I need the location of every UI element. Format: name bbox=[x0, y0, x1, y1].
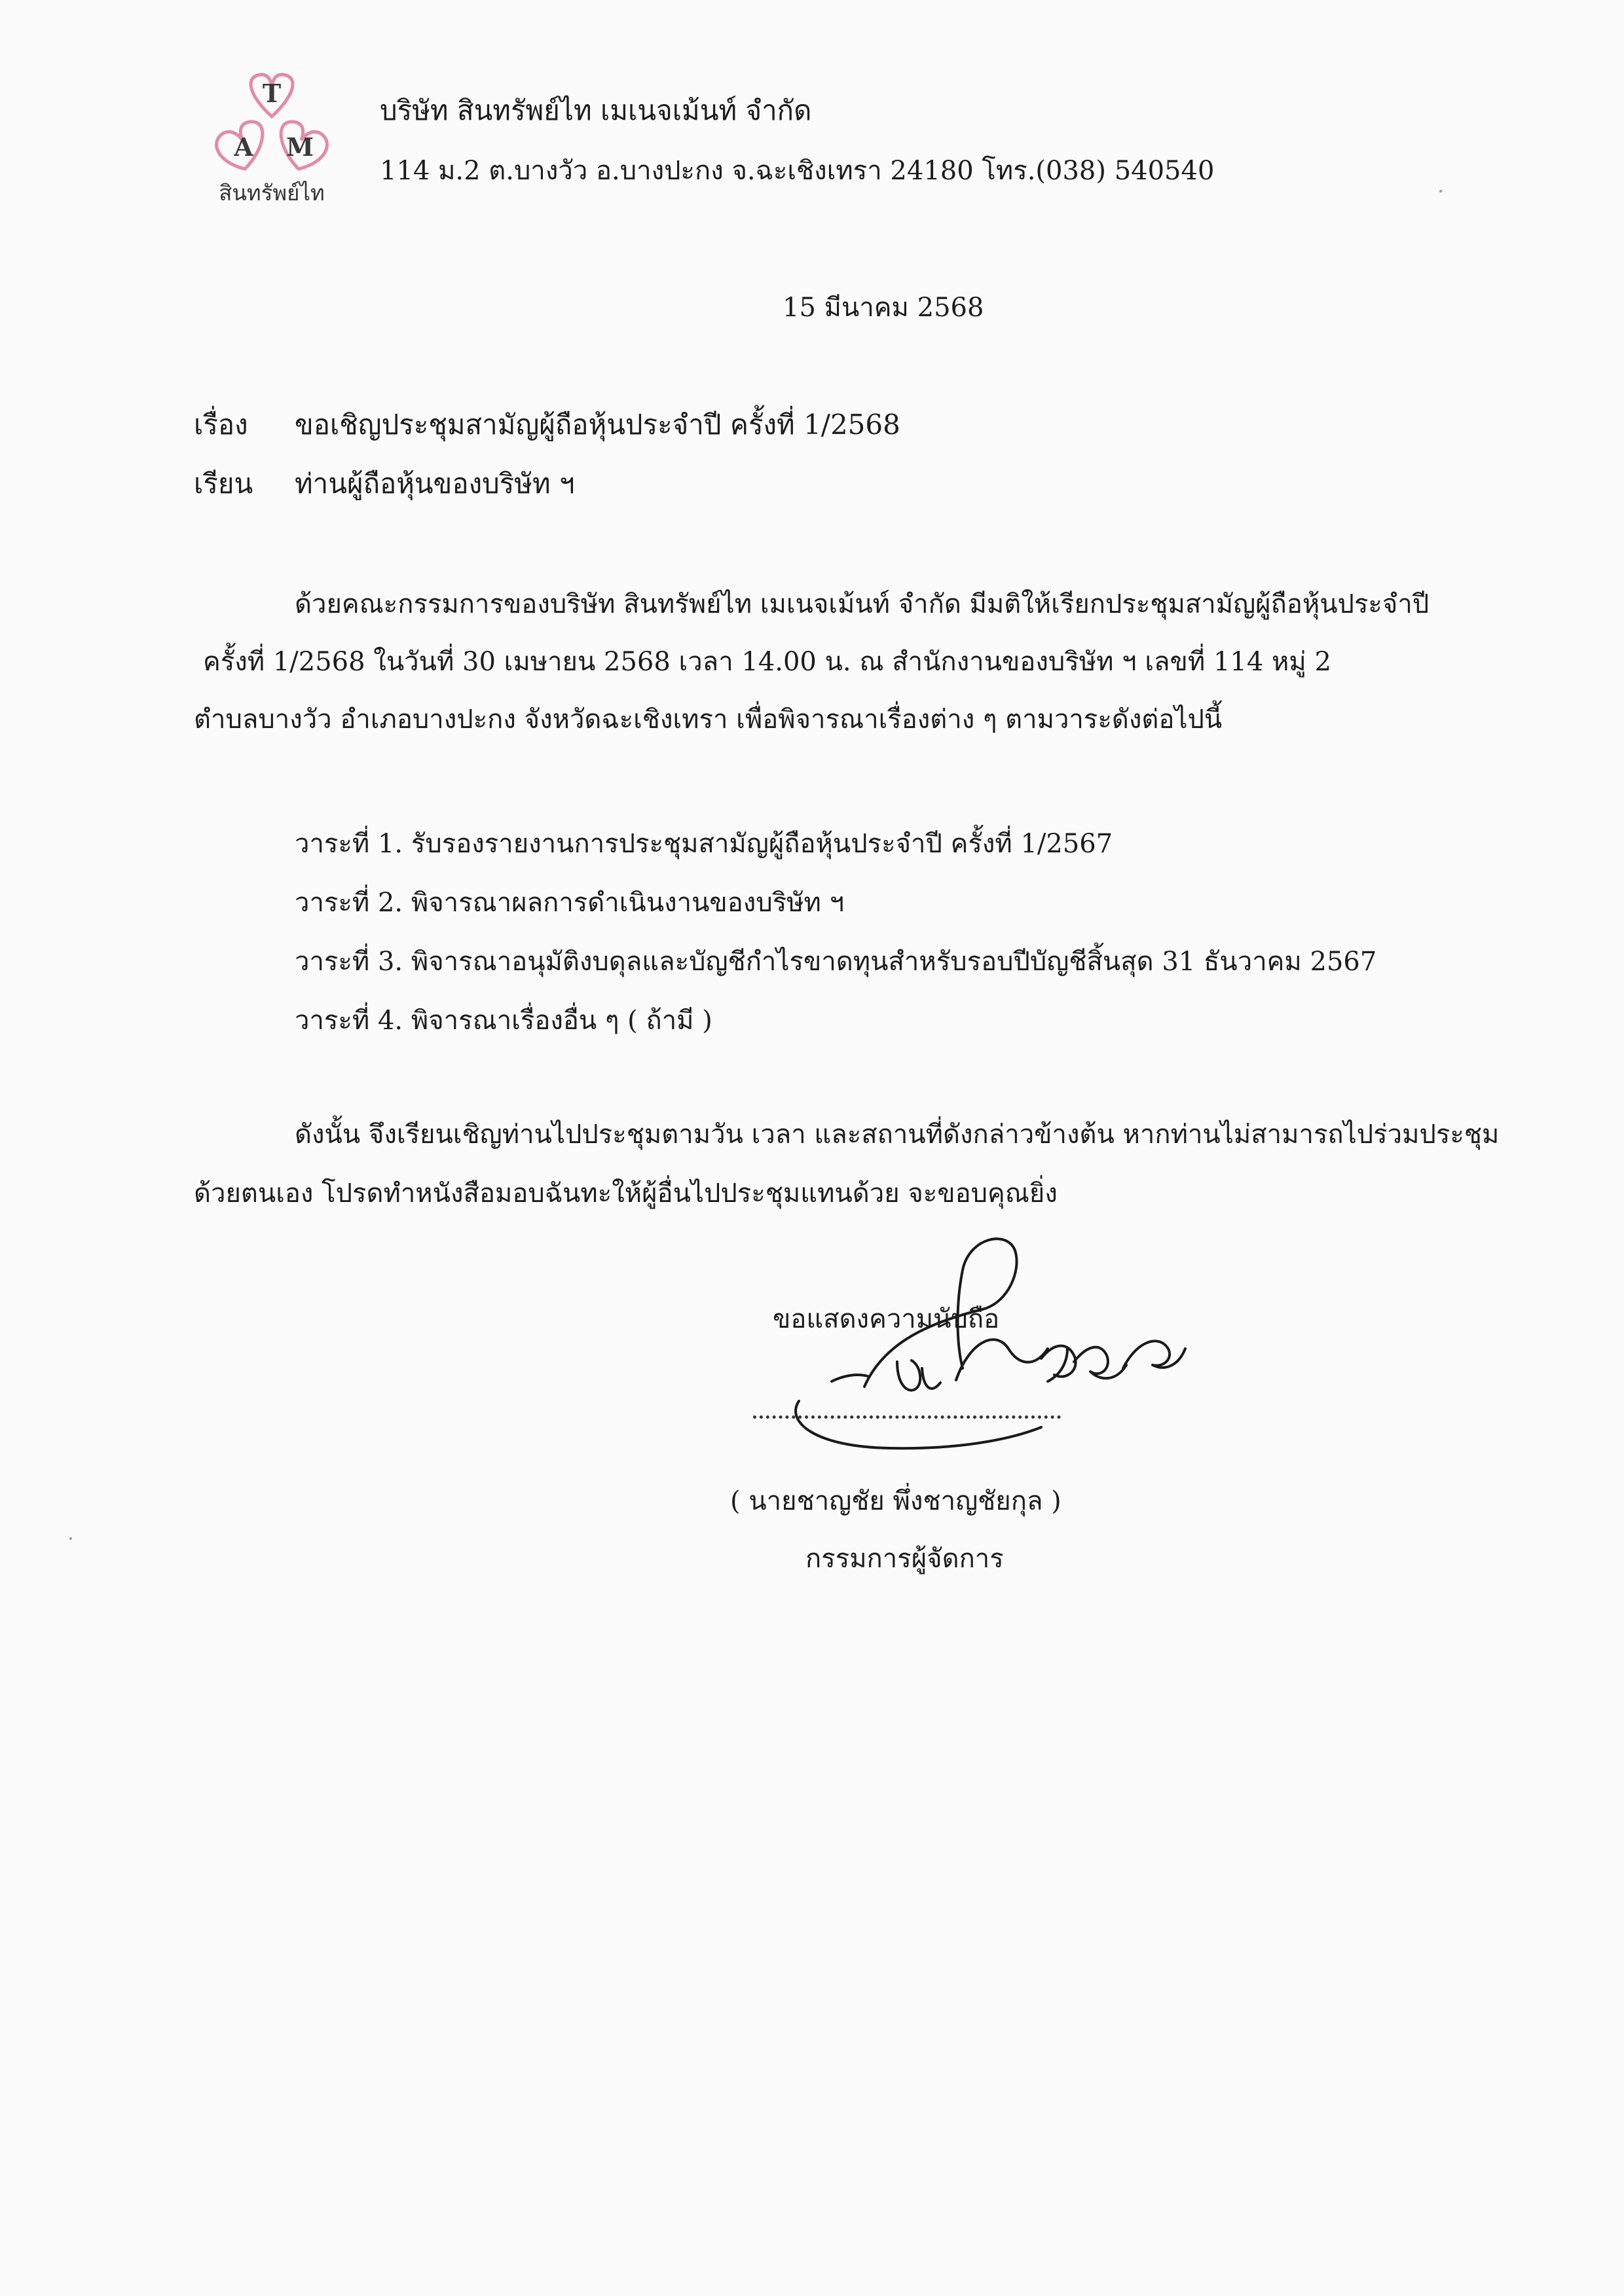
signature-line bbox=[753, 1415, 1061, 1419]
recipient-text: ท่านผู้ถือหุ้นของบริษัท ฯ bbox=[295, 467, 575, 500]
agenda-item-4: วาระที่ 4. พิจารณาเรื่องอื่น ๆ ( ถ้ามี ) bbox=[295, 1006, 712, 1036]
logo-letter-t: T bbox=[262, 79, 282, 108]
agenda-item-2: วาระที่ 2. พิจารณาผลการดำเนินงานของบริษัท ฯ bbox=[295, 888, 845, 918]
paragraph1-line: ด้วยคณะกรรมการของบริษัท สินทรัพย์ไท เมเนจเม้นท์ จำกัด มีมติให้เรียกประชุมสามัญผู้ถือหุ้นประจำปี bbox=[295, 589, 1430, 619]
signer-title: กรรมการผู้จัดการ bbox=[805, 1544, 1004, 1574]
agenda-item-1: วาระที่ 1. รับรองรายงานการประชุมสามัญผู้ถือหุ้นประจำปี ครั้งที่ 1/2567 bbox=[295, 829, 1113, 859]
scan-speck bbox=[69, 1537, 72, 1540]
paragraph2-line: ด้วยตนเอง โปรดทำหนังสือมอบฉันทะให้ผู้อื่นไปประชุมแทนด้วย จะขอบคุณยิ่ง bbox=[194, 1178, 1058, 1209]
subject-label: เรื่อง bbox=[194, 409, 248, 441]
paragraph2-line: ดังนั้น จึงเรียนเชิญท่านไปประชุมตามวัน เวลา และสถานที่ดังกล่าวข้างต้น หากท่านไม่สามารถไปร่วมประชุม bbox=[295, 1120, 1500, 1150]
agenda-item-3: วาระที่ 3. พิจารณาอนุมัติงบดุลและบัญชีกำไรขาดทุนสำหรับรอบปีบัญชีสิ้นสุด 31 ธันวาคม 2567 bbox=[295, 947, 1377, 977]
paragraph1-line: ครั้งที่ 1/2568 ในวันที่ 30 เมษายน 2568 เวลา 14.00 น. ณ สำนักงานของบริษัท ฯ เลขที่ 114 หมู่ 2 bbox=[203, 647, 1331, 677]
logo-letter-m: M bbox=[286, 132, 314, 162]
logo-caption: สินทรัพย์ไท bbox=[219, 180, 325, 206]
subject-text: ขอเชิญประชุมสามัญผู้ถือหุ้นประจำปี ครั้งที่ 1/2568 bbox=[295, 409, 900, 441]
recipient-label: เรียน bbox=[194, 467, 253, 500]
company-name: บริษัท สินทรัพย์ไท เมเนจเม้นท์ จำกัด bbox=[380, 94, 812, 126]
letter-date: 15 มีนาคม 2568 bbox=[783, 293, 984, 323]
scan-speck bbox=[1439, 190, 1442, 192]
handwritten-signature bbox=[760, 1231, 1231, 1467]
paragraph1-line: ตำบลบางวัว อำเภอบางปะกง จังหวัดฉะเชิงเทรา เพื่อพิจารณาเรื่องต่าง ๆ ตามวาระดังต่อไปนี้ bbox=[194, 704, 1223, 735]
logo-letter-a: A bbox=[234, 132, 253, 162]
signer-name: ( นายชาญชัย พึ่งชาญชัยกุล ) bbox=[730, 1486, 1061, 1516]
closing-salutation: ขอแสดงความนับถือ bbox=[773, 1304, 1000, 1334]
company-address: 114 ม.2 ต.บางวัว อ.บางปะกง จ.ฉะเชิงเทรา 24180 โทร.(038) 540540 bbox=[380, 156, 1215, 186]
